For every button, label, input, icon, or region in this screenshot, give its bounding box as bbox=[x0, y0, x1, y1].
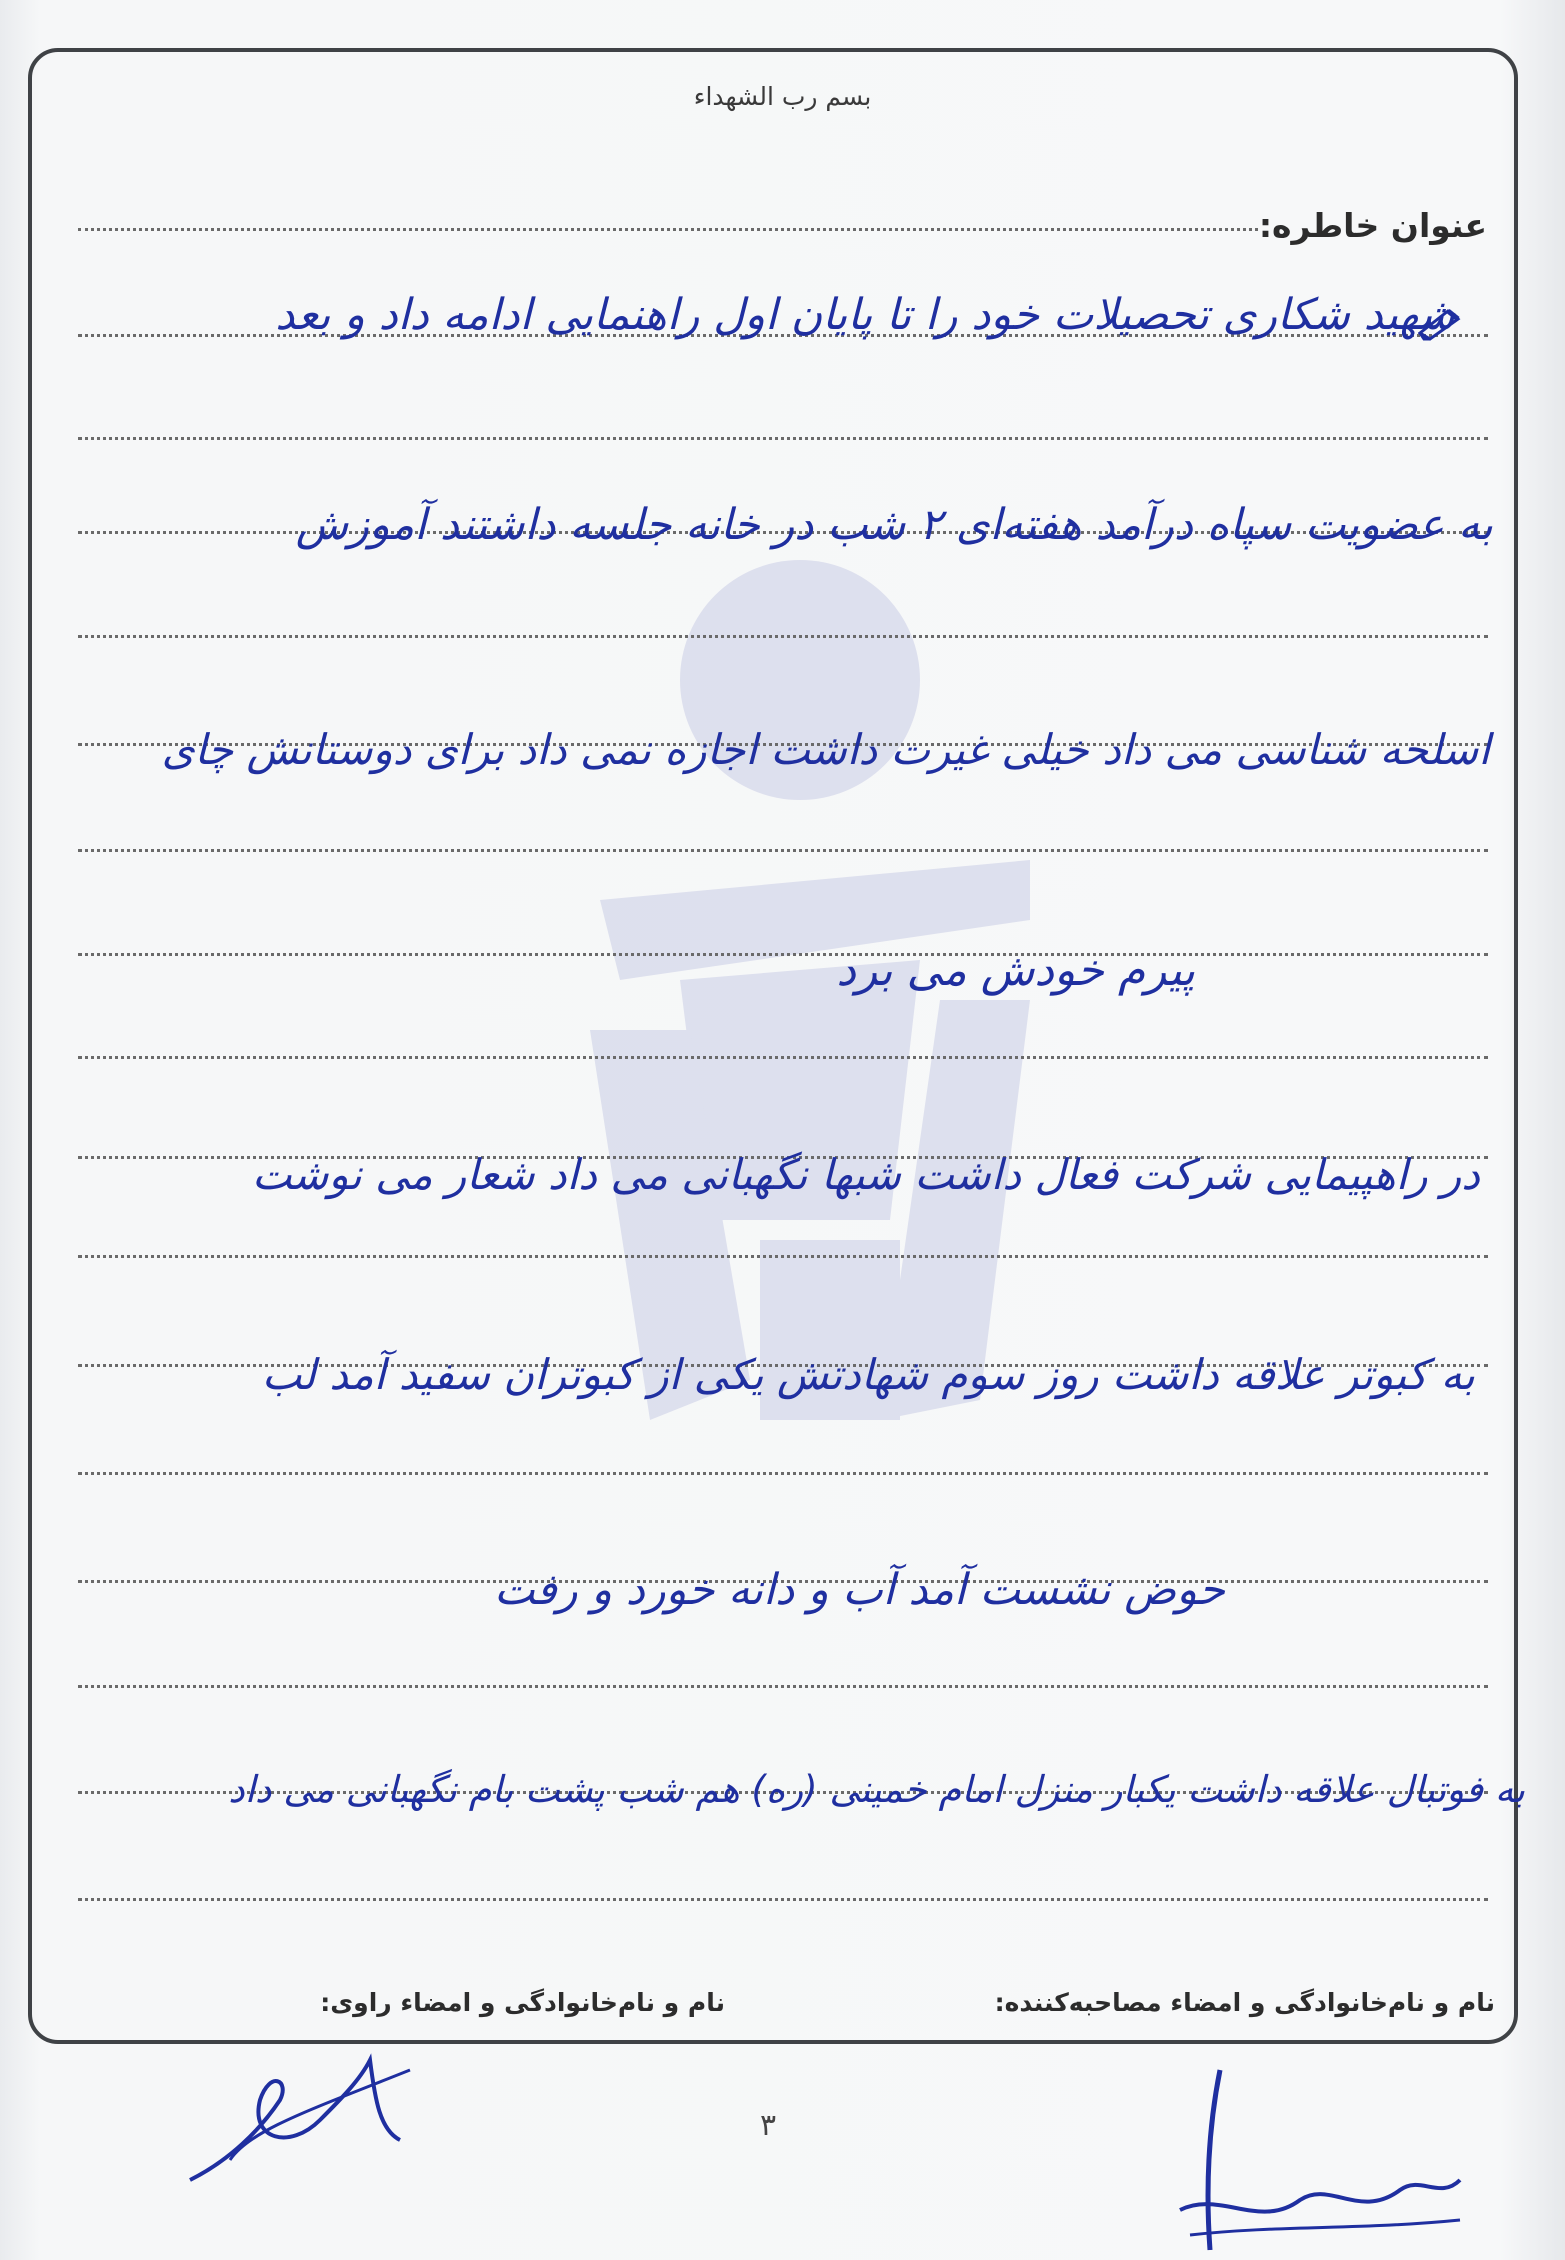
memoir-line: در راهپیمایی شرکت فعال داشت شبها نگهبانی می داد شعار می نوشت bbox=[252, 1150, 1480, 1199]
writing-line bbox=[78, 1472, 1488, 1475]
writing-line bbox=[78, 228, 1258, 231]
page-header: بسم رب الشهداء bbox=[693, 82, 872, 111]
writing-line bbox=[78, 1255, 1488, 1258]
interviewer-signature bbox=[1160, 2060, 1480, 2260]
memoir-line: پیرم خودش می برد bbox=[836, 945, 1195, 996]
memoir-line: شهید شکاری تحصیلات خود را تا پایان اول راهنمایی ادامه داد و بعد bbox=[275, 290, 1455, 340]
memoir-line: به کبوتر علاقه داشت روز سوم شهادتش یکی از کبوتران سفید آمد لب bbox=[261, 1350, 1475, 1399]
memoir-line: حوض نشست آمد آب و دانه خورد و رفت bbox=[494, 1565, 1225, 1615]
narrator-label: نام و نام‌خانوادگی و امضاء راوی: bbox=[320, 1988, 725, 2017]
memoir-line: به عضویت سپاه درآمد هفته‌ای ۲ شب در خانه جلسه داشتند آموزش bbox=[295, 500, 1493, 550]
writing-line bbox=[78, 1898, 1488, 1901]
narrator-signature bbox=[170, 2040, 430, 2200]
writing-line bbox=[78, 849, 1488, 852]
writing-line bbox=[78, 437, 1488, 440]
page-number: ۳ bbox=[760, 2108, 777, 2143]
writing-line bbox=[78, 1056, 1488, 1059]
writing-line bbox=[78, 1685, 1488, 1688]
memoir-line: اسلحه شناسی می داد خیلی غیرت داشت اجازه نمی داد برای دوستانش چای bbox=[161, 725, 1490, 774]
writing-line bbox=[78, 635, 1488, 638]
memoir-line: به فوتبال علاقه داشت یکبار منزل امام خمینی (ره) هم شب پشت بام نگهبانی می داد bbox=[228, 1768, 1525, 1811]
writing-line bbox=[78, 953, 1488, 956]
title-label: عنوان خاطره: bbox=[1258, 206, 1487, 245]
page-frame bbox=[28, 48, 1518, 2044]
interviewer-label: نام و نام‌خانوادگی و امضاء مصاحبه‌کننده: bbox=[994, 1988, 1495, 2017]
